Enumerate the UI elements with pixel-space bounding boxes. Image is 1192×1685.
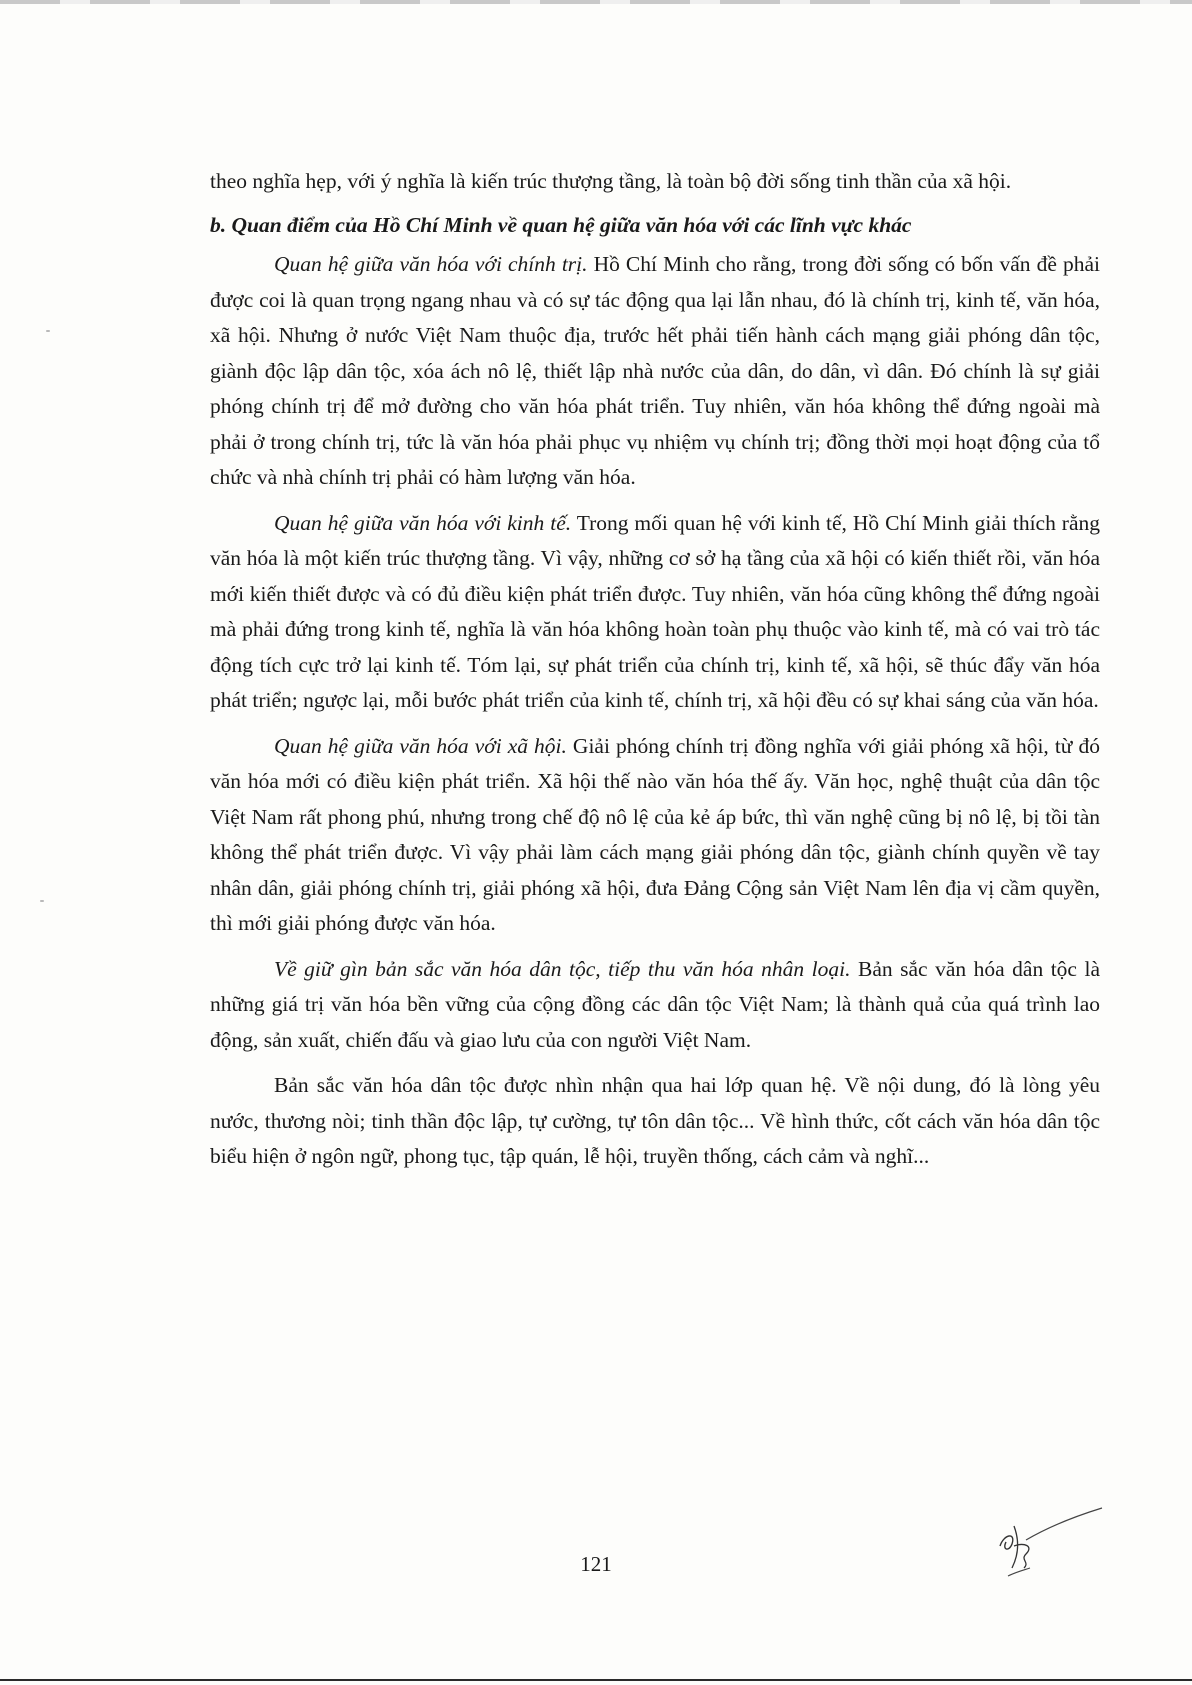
margin-speck: [40, 900, 44, 902]
paragraph-society: [210, 729, 1100, 942]
paragraph-politics: [210, 247, 1100, 496]
body-text: [210, 164, 1100, 1175]
scan-bottom-edge: [0, 1679, 1192, 1681]
paragraph-lead: Quan hệ giữa văn hóa với chính trị.: [274, 252, 588, 276]
paragraph-economy: [210, 506, 1100, 719]
paragraph-text: Trong mối quan hệ với kinh tế, Hồ Chí Minh giải thích rằng văn hóa là một kiến trúc thượng tầng. Vì vậy, những cơ sở hạ tầng của xã hội có kiến thiết rồi, văn hóa mới kiến thiết được và có đủ điều kiện phát triển được. Tuy nhiên, văn hóa cũng không thể đứng ngoài mà phải đứng trong kinh tế, nghĩa là văn hóa không hoàn toàn phụ thuộc vào kinh tế, mà có vai trò tác động tích cực trở lại kinh tế. Tóm lại, sự phát triển của chính trị, kinh tế, xã hội, sẽ thúc đẩy văn hóa phát triển; ngược lại, mỗi bước phát triển của kinh tế, chính trị, xã hội đều có sự khai sáng của văn hóa.: [210, 510, 1100, 712]
paragraph-text: Hồ Chí Minh cho rằng, trong đời sống có bốn vấn đề phải được coi là quan trọng ngang nhau và có sự tác động qua lại lẫn nhau, đó là chính trị, kinh tế, văn hóa, xã hội. Nhưng ở nước Việt Nam thuộc địa, trước hết phải tiến hành cách mạng giải phóng dân tộc, giành độc lập dân tộc, xóa ách nô lệ, thiết lập nhà nước của dân, do dân, vì dân. Đó chính là sự giải phóng chính trị để mở đường cho văn hóa phát triển. Tuy nhiên, văn hóa không thể đứng ngoài mà phải ở trong chính trị, tức là văn hóa phải phục vụ nhiệm vụ chính trị; đồng thời mọi hoạt động của tổ chức và nhà chính trị phải có hàm lượng văn hóa.: [210, 252, 1100, 489]
paragraph-lead: Quan hệ giữa văn hóa với xã hội.: [274, 733, 567, 758]
paragraph-lead: Quan hệ giữa văn hóa với kinh tế.: [274, 510, 572, 535]
intro-paragraph: theo nghĩa hẹp, với ý nghĩa là kiến trúc thượng tầng, là toàn bộ đời sống tinh thần của xã hội.: [210, 169, 1012, 193]
margin-speck: [46, 330, 50, 332]
scan-top-edge: [0, 0, 1192, 4]
paragraph-text: Bản sắc văn hóa dân tộc là những giá trị văn hóa bền vững của cộng đồng các dân tộc Việt Nam; là thành quả của quá trình lao động, sản xuất, chiến đấu và giao lưu của con người Việt Nam.: [210, 956, 1100, 1052]
page-number: 121: [580, 1552, 612, 1576]
paragraph-lead: Về giữ gìn bản sắc văn hóa dân tộc, tiếp thu văn hóa nhân loại.: [274, 956, 851, 981]
handwritten-initials: [990, 1506, 1110, 1586]
paragraph-identity-layers: Bản sắc văn hóa dân tộc được nhìn nhận qua hai lớp quan hệ. Về nội dung, đó là lòng yêu nước, thương nòi; tinh thần độc lập, tự cường, tự tôn dân tộc... Về hình thức, cốt cách văn hóa dân tộc biểu hiện ở ngôn ngữ, phong tục, tập quán, lễ hội, truyền thống, cách cảm và nghĩ...: [210, 1073, 1100, 1168]
section-heading: b. Quan điểm của Hồ Chí Minh về quan hệ giữa văn hóa với các lĩnh vực khác: [210, 212, 912, 237]
paragraph-identity: [210, 952, 1100, 1059]
paragraph-text: Giải phóng chính trị đồng nghĩa với giải phóng xã hội, từ đó văn hóa mới có điều kiện phát triển. Xã hội thế nào văn hóa thế ấy. Văn học, nghệ thuật của dân tộc Việt Nam rất phong phú, nhưng trong chế độ nô lệ của kẻ áp bức, thì văn nghệ cũng bị nô lệ, bị tồi tàn không thể phát triển được. Vì vậy phải làm cách mạng giải phóng dân tộc, giành chính quyền về tay nhân dân, giải phóng chính trị, giải phóng xã hội, đưa Đảng Cộng sản Việt Nam lên địa vị cầm quyền, thì mới giải phóng được văn hóa.: [210, 733, 1100, 935]
